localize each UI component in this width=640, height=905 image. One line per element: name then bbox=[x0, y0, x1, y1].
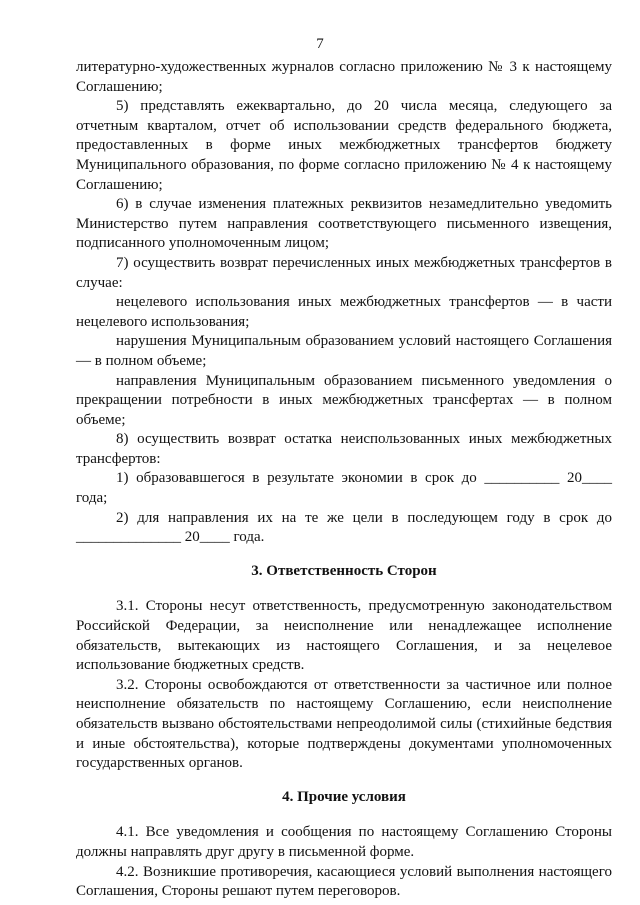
section-heading-responsibility: 3. Ответственность Сторон bbox=[251, 562, 437, 579]
paragraph-3-2: 3.2. Стороны освобождаются от ответственности за частичное или полное неисполнение обязательств по настоящему Соглашению, если неисполнение обязательств вызвано обстоятельствами непреодолимой силы (стихийные бедствия и иные обстоятельства), которые подтверждены документами уполномоченных государственных органов. bbox=[76, 676, 612, 772]
paragraph-item-5-quarterly-report: 5) представлять ежеквартально, до 20 числа месяца, следующего за отчетным кварталом, отчет об использовании средств федерального бюджета, предоставленных в форме иных межбюджетных трансфертов бюджету Муниципального образования, по форме согласно приложению № 4 к настоящему Соглашению; bbox=[76, 98, 612, 193]
paragraph-violation: нарушения Муниципальным образованием условий настоящего Соглашения — в полном объеме; bbox=[76, 333, 612, 369]
paragraph-item-8-return-balance: 8) осуществить возврат остатка неиспользованных иных межбюджетных трансфертов: bbox=[76, 431, 612, 467]
paragraph-subitem-1-savings: 1) образовавшегося в результате экономии в срок до __________ 20____ года; bbox=[76, 470, 612, 507]
page-number: 7 bbox=[316, 36, 324, 52]
paragraph-termination-notice: направления Муниципальным образованием письменного уведомления о прекращении потребности в иных межбюджетных трансфертах — в полном объеме; bbox=[76, 372, 612, 428]
paragraph-3-1: 3.1. Стороны несут ответственность, предусмотренную законодательством Российской Федерации, за неисполнение или ненадлежащее исполнение обязательств, вытекающих из настоящего Соглашения, и за нецелевое использование бюджетных средств. bbox=[76, 598, 612, 674]
paragraph-4-1: 4.1. Все уведомления и сообщения по настоящему Соглашению Стороны должны направлять друг другу в письменной форме. bbox=[76, 824, 612, 860]
section-heading-other-terms: 4. Прочие условия bbox=[282, 788, 406, 805]
paragraph-subitem-2-next-year: 2) для направления их на те же цели в последующем году в срок до ______________ 20____ года. bbox=[76, 509, 612, 546]
document-body bbox=[76, 58, 612, 902]
paragraph-4-2: 4.2. Возникшие противоречия, касающиеся условий выполнения настоящего Соглашения, Стороны решают путем переговоров. bbox=[76, 863, 612, 900]
paragraph-misuse: нецелевого использования иных межбюджетных трансфертов — в части нецелевого использования; bbox=[76, 294, 612, 330]
paragraph-item-6-payment-details: 6) в случае изменения платежных реквизитов незамедлительно уведомить Министерство путем направления соответствующего письменного извещения, подписанного уполномоченным лицом; bbox=[76, 196, 612, 252]
paragraph-item-7-return-transfers: 7) осуществить возврат перечисленных иных межбюджетных трансфертов в случае: bbox=[76, 254, 612, 291]
paragraph-journals-continuation: литературно-художественных журналов согласно приложению № 3 к настоящему Соглашению; bbox=[76, 59, 612, 95]
